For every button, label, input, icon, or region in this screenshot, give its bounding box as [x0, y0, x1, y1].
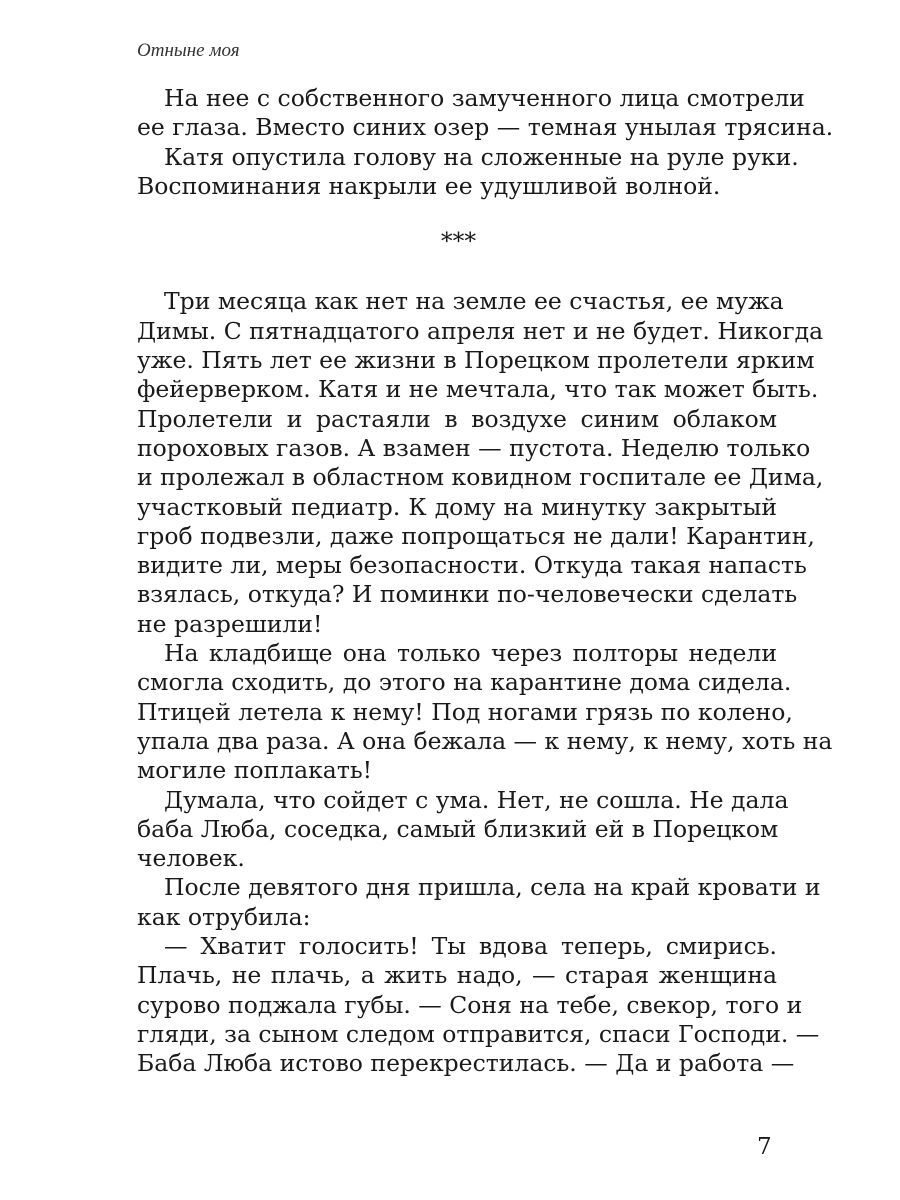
paragraph [137, 785, 789, 874]
text-line: сурово поджала губы. — Соня на тебе, свекор, того и [137, 990, 803, 1019]
text-line: После девятого дня пришла, села на край кровати и [164, 873, 821, 902]
text-line: Димы. С пятнадцатого апреля нет и не будет. Никогда [137, 316, 824, 345]
text-line: Три месяца как нет на земле ее счастья, ее мужа [164, 287, 784, 316]
text-line: Воспоминания накрыли ее удушливой волной. [137, 171, 721, 200]
paragraph [137, 84, 834, 143]
text-line: Баба Люба истово перекрестилась. — Да и работа — [137, 1049, 795, 1078]
text-line: упала два раза. А она бежала — к нему, к нему, хоть на [137, 726, 833, 755]
text-line: могиле поплакать! [137, 756, 373, 785]
page-body [137, 84, 834, 1079]
text-line: пороховых газов. А взамен — пустота. Неделю только [137, 433, 811, 462]
text-line: участковый педиатр. К дому на минутку закрытый [137, 492, 777, 521]
text-line: Плачь, не плачь, а жить надо, — старая женщина [137, 961, 777, 990]
text-line: Птицей летела к нему! Под ногами грязь по колено, [137, 697, 793, 726]
text-line: и пролежал в областном ковидном госпитале ее Дима, [137, 463, 824, 492]
text-line: ее глаза. Вместо синих озер — темная унылая трясина. [137, 113, 834, 142]
separator-asterisks: *** [440, 227, 477, 256]
page-number: 7 [757, 1134, 772, 1160]
paragraph [137, 873, 821, 932]
paragraph [137, 142, 799, 202]
text-line: На кладбище она только через полторы недели [164, 639, 777, 668]
text-line: видите ли, меры безопасности. Откуда такая напасть [137, 551, 807, 580]
text-line: смогла сходить, до этого на карантине дома сидела. [137, 668, 792, 697]
paragraph [137, 287, 824, 639]
text-line: взялась, откуда? И поминки по-человечески сделать [137, 580, 798, 609]
text-line: На нее с собственного замученного лица смотрели [164, 84, 805, 112]
text-line: Катя опустила голову на сложенные на руле руки. [164, 142, 799, 171]
text-line: уже. Пять лет ее жизни в Порецком пролетели ярким [137, 346, 815, 375]
text-line: Пролетели и растаяли в воздухе синим облаком [137, 404, 777, 433]
paragraph [137, 639, 833, 785]
text-line: фейерверком. Катя и не мечтала, что так может быть. [137, 375, 819, 404]
text-line: баба Люба, соседка, самый близкий ей в Порецком [137, 814, 779, 843]
text-line: гляди, за сыном следом отправится, спаси Господи. — [137, 1019, 820, 1048]
paragraph [137, 932, 820, 1078]
text-line: гроб подвезли, даже попрощаться не дали! Карантин, [137, 521, 815, 550]
text-line: Думала, что сойдет с ума. Нет, не сошла. Не дала [164, 785, 789, 814]
running-header: Отныне моя [137, 40, 240, 61]
text-line: как отрубила: [137, 902, 311, 931]
text-line: человек. [137, 844, 245, 873]
section-separator [137, 227, 777, 256]
text-line: — Хватит голосить! Ты вдова теперь, смирись. [164, 932, 777, 961]
text-line: не разрешили! [137, 609, 323, 638]
